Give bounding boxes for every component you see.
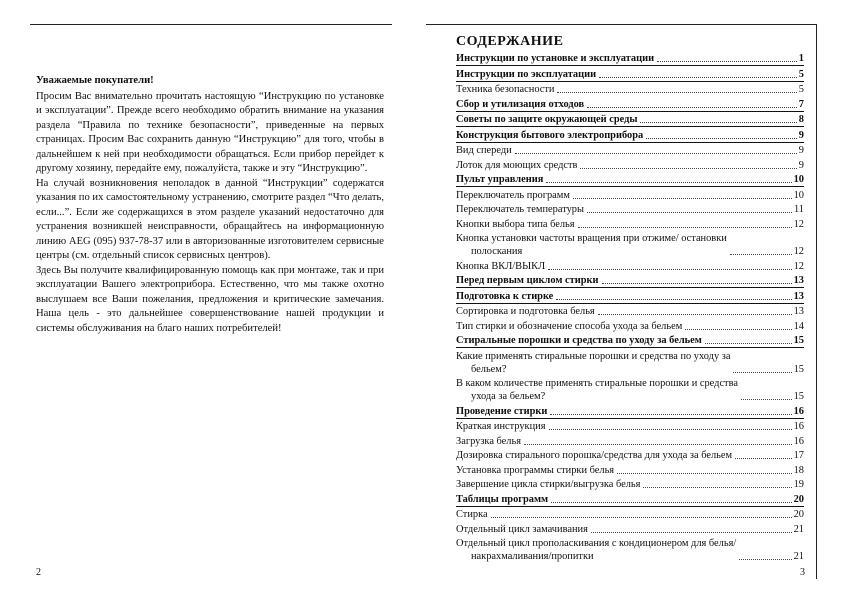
toc-entry-title: [456, 523, 588, 536]
toc-entry-title-line: Лоток для моющих средств: [456, 159, 578, 171]
toc-entry-title: [456, 420, 546, 433]
toc-leader-dots: [685, 329, 791, 330]
toc-entry-title-line: Загрузка белья: [456, 435, 522, 447]
toc-leader-dots: [598, 314, 792, 315]
toc-leader-dots: [578, 227, 792, 228]
toc-leader-dots: [580, 168, 796, 169]
page-number-right: 3: [800, 567, 805, 578]
toc-entry-title-line: Кнопка установки частоты вращения при отжиме/ остановки: [456, 233, 727, 244]
toc-leader-dots: [550, 414, 791, 415]
toc-leader-dots: [730, 254, 792, 255]
toc-entry-title: [456, 129, 643, 142]
toc-entry-page: 21: [793, 551, 804, 562]
toc-entry-page: 11: [793, 204, 804, 215]
toc-entry: [456, 523, 804, 536]
toc-entry-title: [456, 334, 702, 347]
toc-entry: [456, 508, 804, 521]
toc-entry-title: [456, 144, 512, 157]
toc-entry-title-line: Сбор и утилизация отходов: [456, 98, 585, 110]
toc-entry: [456, 320, 804, 333]
toc-entry-title-line: Техника безопасности: [456, 84, 555, 95]
toc-entry-title-line: Установка программы стирки белья: [456, 464, 615, 476]
toc-entry: [456, 159, 804, 172]
toc-entry-title: [456, 83, 554, 96]
toc-entry: [456, 189, 804, 202]
toc-leader-dots: [733, 372, 791, 373]
toc-entry-page: 12: [793, 246, 804, 257]
toc-entry-page: 20: [793, 493, 804, 505]
toc-entry-title-line: Переключатель температуры: [456, 204, 584, 215]
toc-leader-dots: [548, 269, 791, 270]
toc-entry-page: 5: [798, 68, 804, 80]
toc-entry-page: 17: [793, 450, 804, 461]
toc-leader-dots: [599, 77, 797, 78]
toc-entry-page: 7: [798, 98, 804, 110]
toc-entry-title: [456, 98, 584, 111]
page-number-left: 2: [36, 567, 41, 578]
toc-entry-title-line: Таблицы программ: [456, 493, 549, 505]
toc-entry-title: [456, 377, 738, 403]
toc-entry-title: [456, 159, 577, 172]
toc-entry: [456, 83, 804, 96]
toc-entry-title-line: Тип стирки и обозначение способа ухода за бельем: [456, 320, 683, 332]
toc-entry-title-line: Сортировка и подготовка белья: [456, 306, 595, 317]
toc-entry: [456, 68, 804, 82]
toc-entry-page: 16: [793, 421, 804, 432]
toc-leader-dots: [515, 153, 797, 154]
toc-entry-page: 9: [798, 159, 804, 171]
toc-leader-dots: [551, 502, 791, 503]
toc-entry-title-line: Завершение цикла стирки/выгрузка белья: [456, 479, 641, 490]
toc-entry-title-line: Вид спереди: [456, 145, 512, 156]
toc-entry-page: 18: [793, 464, 804, 476]
toc-leader-dots: [617, 473, 792, 474]
toc-entry-title: [456, 350, 730, 376]
toc-entry: [456, 493, 804, 507]
toc-entry-page: 15: [793, 335, 804, 346]
intro-paragraph: На случай возникновения неполадок в данной “Инструкции” содержатся указания по их самостоятельному устранению, смотрите раздел “Что делать, если...”. Если же содержащихся в этом разделе указаний недостаточно для устранения возникшей неисправности, обращайтесь на информационную линию AEG (095) 937-78-37 или в авторизованные изготовителем сервисные центры (см. отдельный список сервисных центров).: [36, 177, 384, 261]
toc-leader-dots: [705, 343, 792, 344]
toc-entry: [456, 173, 804, 187]
toc-entry-title-line: Стирка: [456, 509, 488, 520]
toc-leader-dots: [646, 138, 797, 139]
toc-entry-title: [456, 537, 736, 563]
toc-entry-title-line: Стиральные порошки и средства по уходу за бельем: [456, 335, 702, 346]
crop-mark-top-left: [30, 24, 392, 25]
toc-entry-page: 10: [793, 174, 804, 185]
toc-entry-title: [456, 232, 727, 258]
toc-entry-page: 12: [793, 260, 804, 272]
toc-entry-title: [456, 203, 584, 216]
toc-entry: [456, 113, 804, 127]
toc-entry: [456, 305, 804, 318]
intro-paragraph: Просим Вас внимательно прочитать настоящую “Инструкцию по установке и эксплуатации”. Прежде всего необходимо обратить внимание на указания раздела “Правила по технике безопасности”, приведенные на первых страницах. Просим Вас сохранить данную “Инструкцию” для того, чтобы в дальнейшем к ней при необходимости обращаться. Если прибор перейдет к другому хозяину, передайте ему, пожалуйста, также и эту “Инструкцию”.: [36, 90, 384, 174]
toc-entry-page: 16: [793, 435, 804, 447]
intro-paragraph: Здесь Вы получите квалифицированную помощь как при монтаже, так и при эксплуатации Вашего электроприбора. Естественно, что мы также охотно выслушаем все Ваши пожелания, предложения и критические замечания. Наша цель - это дальнейшее совершенствование нашей продукции и системы обслуживания на благо наших потребителей!: [36, 264, 384, 334]
toc-entry-page: 15: [793, 363, 804, 375]
crop-mark-top-right: [426, 24, 816, 25]
toc-entry: [456, 52, 804, 66]
toc-entry-title-line: ухода за бельем?: [471, 391, 546, 402]
toc-leader-dots: [640, 122, 796, 123]
toc-entry-page: 8: [798, 114, 804, 125]
toc-entry-title-line: Дозировка стирального порошка/средства для ухода за бельем: [456, 450, 733, 461]
toc-entry: [456, 274, 804, 288]
toc-entry: [456, 435, 804, 448]
crop-mark-right: [816, 24, 817, 579]
toc-leader-dots: [524, 444, 792, 445]
toc-leader-dots: [739, 559, 791, 560]
toc-entry-page: 13: [793, 275, 804, 286]
toc-entry-title-line: Советы по защите окружающей среды: [456, 114, 638, 125]
toc-entry-page: 19: [793, 479, 804, 490]
toc-entry: [456, 203, 804, 216]
toc-entry-title-line: Кнопки выбора типа белья: [456, 218, 575, 230]
toc-leader-dots: [546, 182, 791, 183]
toc-entry: [456, 537, 804, 563]
toc-entry-title: [456, 173, 543, 186]
toc-leader-dots: [741, 399, 792, 400]
toc-entry-title: [456, 478, 640, 491]
toc-entry-page: 12: [793, 218, 804, 230]
toc-entry-title-line: Отдельный цикл прополаскивания с кондиционером для белья/: [456, 538, 737, 549]
toc-entry-title-line: Переключатель программ: [456, 189, 570, 201]
toc-entry: [456, 218, 804, 231]
toc-entry: [456, 144, 804, 157]
toc-entry: [456, 232, 804, 258]
toc-entry-title-line: Подготовка к стирке: [456, 290, 554, 302]
toc-entry: [456, 350, 804, 376]
toc-entry-title: [456, 189, 570, 202]
toc-entry: [456, 129, 804, 143]
toc-entry-title-line: Перед первым циклом стирки: [456, 275, 599, 286]
toc-entry-title: [456, 320, 682, 333]
table-of-contents: [456, 52, 804, 565]
toc-leader-dots: [657, 61, 797, 62]
toc-entry-page: 14: [793, 320, 804, 332]
toc-entry-page: 20: [793, 509, 804, 520]
toc-entry-title: [456, 464, 614, 477]
toc-leader-dots: [556, 299, 791, 300]
intro-text: [36, 74, 384, 336]
toc-entry-title: [456, 493, 548, 506]
toc-entry-page: 9: [798, 145, 804, 156]
toc-leader-dots: [557, 92, 796, 93]
toc-entry-title: [456, 290, 553, 303]
toc-entry-page: 13: [793, 290, 804, 302]
toc-entry-title: [456, 68, 596, 81]
toc-entry: [456, 377, 804, 403]
toc-entry: [456, 260, 804, 273]
toc-entry-title-line: В каком количестве применять стиральные порошки и средства: [456, 378, 738, 389]
toc-entry-page: 13: [793, 306, 804, 317]
toc-entry-title-line: Пульт управления: [456, 174, 544, 185]
toc-title: СОДЕРЖАНИЕ: [456, 34, 564, 49]
toc-entry-page: 16: [793, 405, 804, 417]
toc-leader-dots: [491, 517, 792, 518]
toc-leader-dots: [549, 429, 792, 430]
toc-leader-dots: [587, 212, 792, 213]
toc-entry-title-line: Отдельный цикл замачивания: [456, 523, 588, 535]
toc-entry-title: [456, 52, 654, 65]
toc-entry-title-line: Инструкции по эксплуатации: [456, 68, 597, 80]
toc-entry-title: [456, 274, 599, 287]
toc-leader-dots: [602, 283, 792, 284]
toc-leader-dots: [735, 458, 792, 459]
toc-entry-title: [456, 449, 732, 462]
toc-entry-title: [456, 113, 637, 126]
toc-entry: [456, 478, 804, 491]
toc-entry-title-line: Какие применять стиральные порошки и средства по уходу за: [456, 350, 731, 362]
toc-leader-dots: [587, 107, 797, 108]
toc-entry-title-line: полоскания: [471, 246, 523, 257]
toc-entry: [456, 290, 804, 304]
toc-entry-title: [456, 260, 545, 273]
toc-entry-page: 21: [793, 523, 804, 535]
toc-entry-title: [456, 218, 575, 231]
toc-entry-title-line: Инструкции по установке и эксплуатации: [456, 53, 655, 64]
toc-leader-dots: [591, 532, 792, 533]
toc-entry-title-line: Кнопка ВКЛ/ВЫКЛ: [456, 260, 546, 272]
toc-entry: [456, 449, 804, 462]
toc-entry: [456, 420, 804, 433]
toc-entry-page: 9: [798, 129, 804, 141]
toc-entry-page: 10: [793, 189, 804, 201]
toc-entry-page: 15: [793, 391, 804, 402]
intro-heading: Уважаемые покупатели!: [36, 75, 154, 86]
toc-entry-title-line: накрахмаливания/пропитки: [471, 551, 594, 562]
toc-leader-dots: [573, 198, 792, 199]
toc-entry-title: [456, 508, 488, 521]
toc-entry: [456, 334, 804, 348]
toc-entry-title-line: Краткая инструкция: [456, 421, 546, 432]
toc-entry: [456, 464, 804, 477]
toc-entry-title-line: Конструкция бытового электроприбора: [456, 129, 644, 141]
toc-entry-page: 5: [798, 84, 804, 95]
toc-entry-title-line: Проведение стирки: [456, 405, 548, 417]
toc-leader-dots: [643, 487, 791, 488]
toc-entry-title: [456, 435, 521, 448]
toc-entry-title: [456, 305, 595, 318]
toc-entry: [456, 98, 804, 112]
toc-entry-page: 1: [798, 53, 804, 64]
toc-entry: [456, 405, 804, 419]
toc-entry-title-line: бельем?: [471, 363, 507, 375]
toc-entry-title: [456, 405, 547, 418]
